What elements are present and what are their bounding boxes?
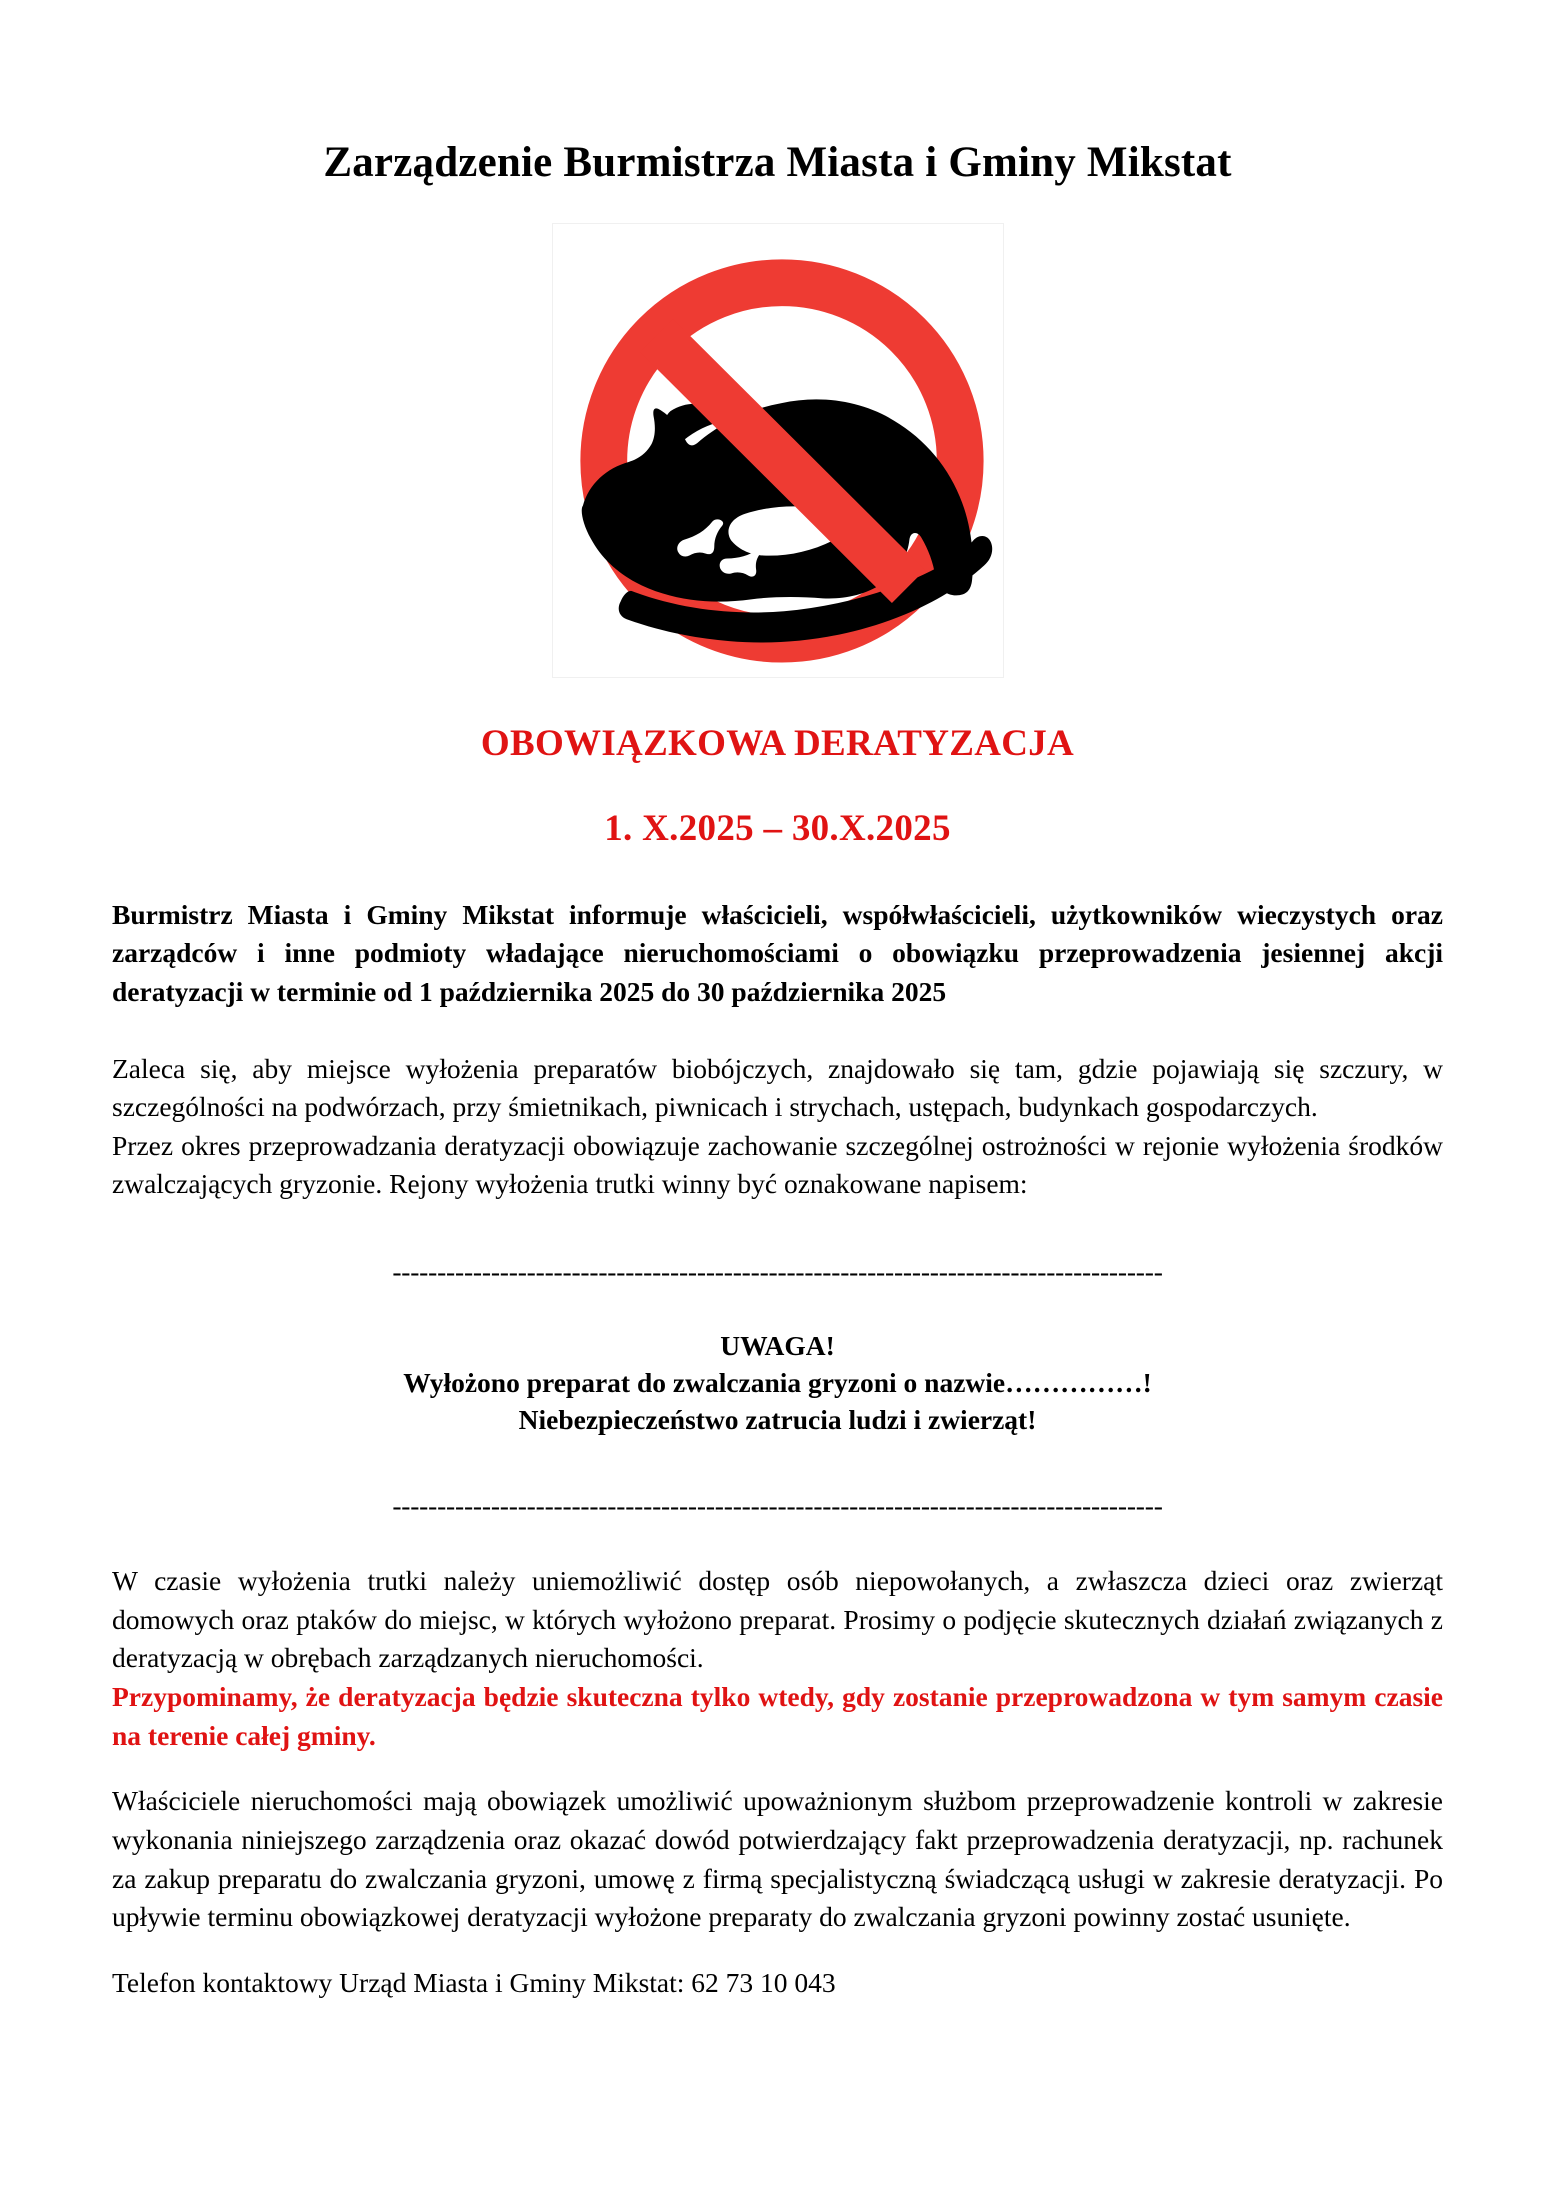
body-content <box>112 896 1443 2003</box>
divider-top: -------------------------------------------------------------------------------------- <box>392 1256 1163 1288</box>
figure-container <box>112 223 1443 678</box>
contact-phone: Telefon kontaktowy Urząd Miasta i Gminy Mikstat: 62 73 10 043 <box>112 1966 836 1998</box>
page-title: Zarządzenie Burmistrza Miasta i Gminy Mikstat <box>323 139 1232 186</box>
warning-sign-text <box>112 1328 1443 1439</box>
spacer <box>112 1524 1443 1562</box>
warning-title: UWAGA! <box>720 1329 835 1361</box>
warning-line-danger: Niebezpieczeństwo zatrucia ludzi i zwierząt! <box>518 1403 1037 1435</box>
paragraph-caution: Przez okres przeprowadzania deratyzacji obowiązuje zachowanie szczególnej ostrożności w rejonie wyłożenia środków zwalczających gryzonie. Rejony wyłożenia trutki winny być oznakowane napisem: <box>112 1129 1443 1200</box>
spacer <box>112 1438 1443 1488</box>
heading-date-range: 1. X.2025 – 30.X.2025 <box>604 807 951 849</box>
paragraph-access-restriction: W czasie wyłożenia trutki należy uniemożliwić dostęp osób niepowołanych, a zwłaszcza dzieci oraz zwierząt domowych oraz ptaków do miejsc, w których wyłożono preparat. Prosimy o podjęcie skutecznych działań związanych z deratyzacją w obrębach zarządzanych nieruchomości. <box>112 1565 1443 1674</box>
paragraph-owners-duty: Właściciele nieruchomości mają obowiązek umożliwić upoważnionym służbom przeprowadzenie kontroli w zakresie wykonania niniejszego zarządzenia oraz okazać dowód potwierdzający fakt przeprowadzenia deratyzacji, np. rachunek za zakup preparatu do zwalczania gryzoni, umowę z firmą specjalistyczną świadczącą usługi w zakresie deratyzacji. Po upływie terminu obowiązkowej deratyzacji wyłożone preparaty do zwalczania gryzoni powinny zostać usunięte. <box>112 1785 1443 1933</box>
spacer <box>112 1204 1443 1254</box>
warning-line-product: Wyłożono preparat do zwalczania gryzoni o nazwie……………! <box>403 1366 1152 1398</box>
paragraph-reminder: Przypominamy, że deratyzacja będzie skuteczna tylko wtedy, gdy zostanie przeprowadzona w tym samym czasie na terenie całej gminy. <box>112 1681 1443 1751</box>
divider-bottom: -------------------------------------------------------------------------------------- <box>392 1490 1163 1522</box>
paragraph-recommendation: Zaleca się, aby miejsce wyłożenia preparatów biobójczych, znajdowało się tam, gdzie pojawiają się szczury, w szczególności na podwórzach, przy śmietnikach, piwnicach i strychach, ustępach, budynkach gospodarczych. <box>112 1052 1443 1123</box>
spacer <box>112 1937 1443 1964</box>
spacer <box>112 1755 1443 1782</box>
heading-obligatory-deratization: OBOWIĄZKOWA DERATYZACJA <box>480 722 1075 764</box>
no-rats-sign-icon <box>552 223 1004 678</box>
paragraph-intro: Burmistrz Miasta i Gminy Mikstat informuje właścicieli, współwłaścicieli, użytkowników wieczystych oraz zarządców i inne podmioty władające nieruchomościami o obowiązku przeprowadzenia jesiennej akcji deratyzacji w terminie od 1 października 2025 do 30 października 2025 <box>112 898 1443 1007</box>
spacer <box>112 1012 1443 1050</box>
spacer <box>112 1290 1443 1328</box>
